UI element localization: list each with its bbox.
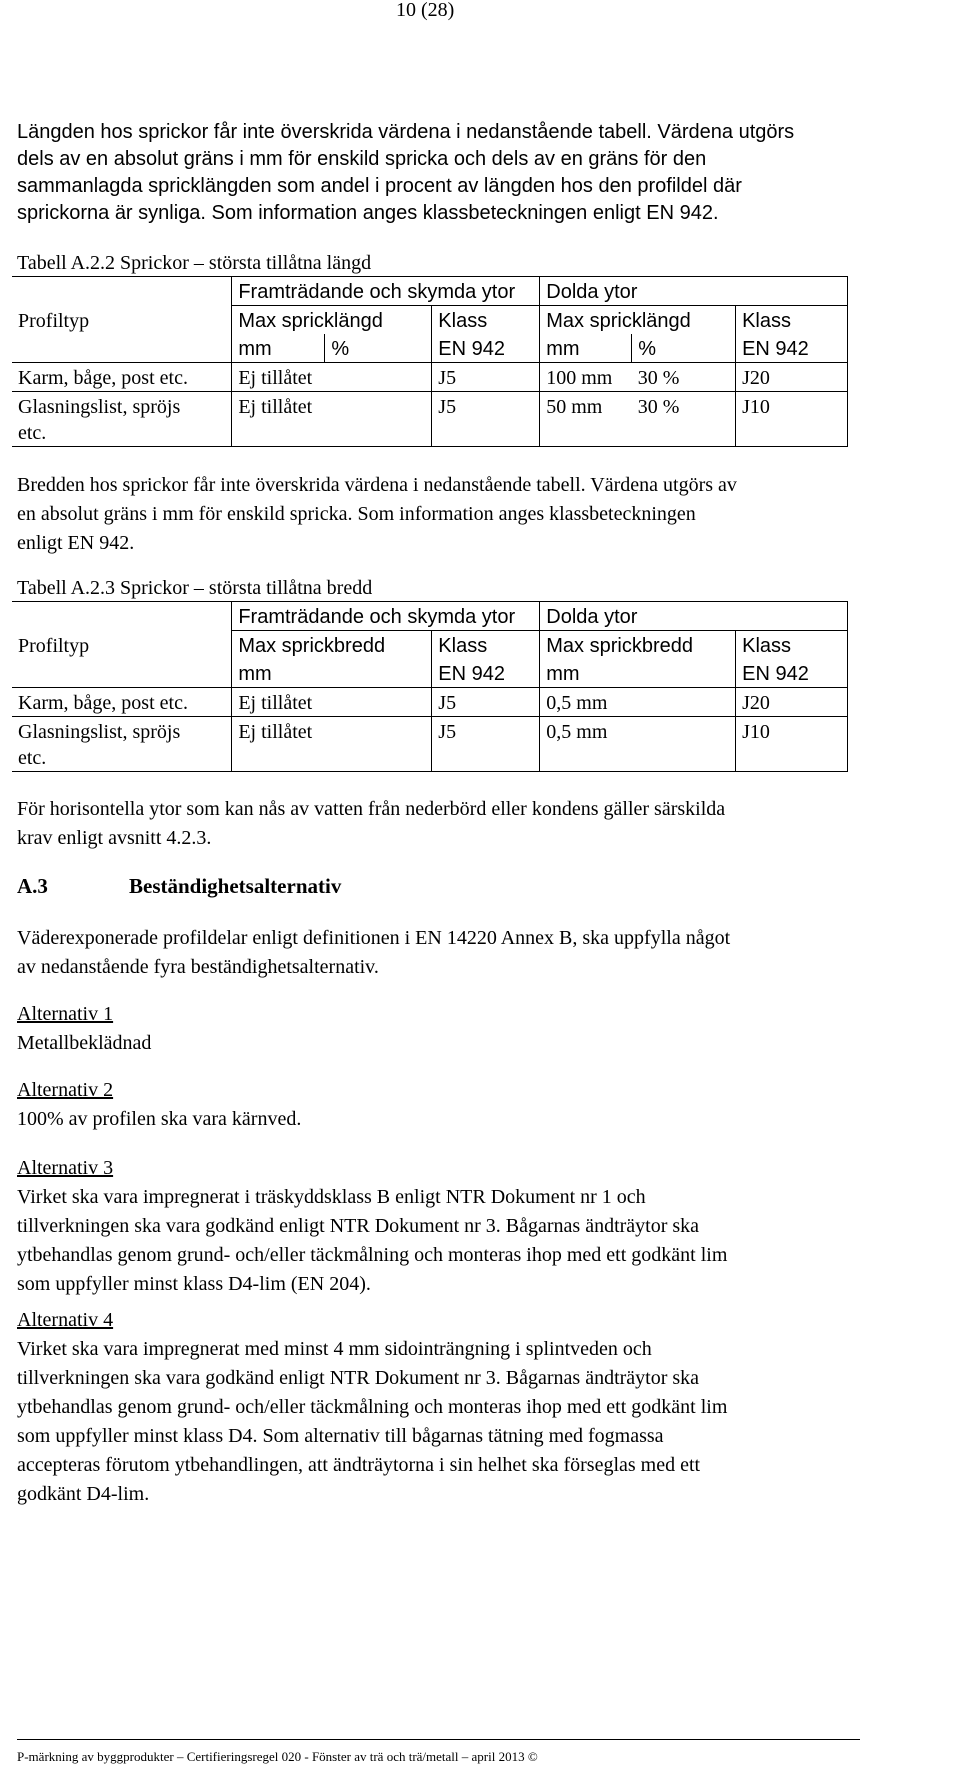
intro-line: dels av en absolut gräns i mm för enskild spricka och dels av en gräns för den: [17, 148, 707, 170]
unit-mm: mm: [540, 659, 736, 688]
section-heading: [17, 872, 342, 901]
alternative-2: Alternativ 2 100% av profilen ska vara kärnved.: [17, 1076, 301, 1134]
table2-caption: Tabell A.2.3 Sprickor – största tillåtna bredd: [17, 577, 373, 599]
alternative-heading: Alternativ 3: [17, 1157, 114, 1179]
hidden-mm: 0,5 mm: [540, 717, 736, 772]
en942-label: EN 942: [736, 334, 848, 363]
page-number: 10 (28): [396, 0, 455, 21]
profil-cell: Karm, båge, post etc.: [12, 688, 232, 717]
visible-value: Ej tillåtet: [232, 688, 432, 717]
en942-label: EN 942: [432, 659, 540, 688]
section-number: A.3: [17, 874, 48, 898]
hidden-klass: J20: [736, 363, 848, 392]
visible-klass: J5: [432, 363, 540, 392]
intro-line: sammanlagda spricklängden som andel i procent av längden hos den profildel där: [17, 175, 742, 197]
hidden-pct: 30 %: [632, 392, 736, 447]
unit-mm: mm: [232, 659, 432, 688]
max-length-label: Max spricklängd: [232, 306, 432, 335]
visible-surfaces-header: Framträdande och skymda ytor: [232, 277, 540, 306]
visible-klass: J5: [432, 392, 540, 447]
profiltyp-label: Profiltyp: [12, 631, 232, 660]
hidden-surfaces-header: Dolda ytor: [540, 277, 848, 306]
crack-width-table: [12, 601, 848, 772]
alternative-1: Alternativ 1 Metallbeklädnad: [17, 1000, 151, 1058]
unit-percent: %: [325, 334, 432, 363]
visible-value: Ej tillåtet: [232, 363, 432, 392]
en942-label: EN 942: [736, 659, 848, 688]
unit-percent: %: [632, 334, 736, 363]
intro-line: sprickorna är synliga. Som information anges klassbeteckningen enligt EN 942.: [17, 202, 719, 224]
table-row: [12, 363, 848, 392]
intro-line: Längden hos sprickor får inte överskrida värdena i nedanstående tabell. Värdena utgörs: [17, 121, 795, 143]
alternative-heading: Alternativ 1: [17, 1003, 114, 1025]
hidden-klass: J20: [736, 688, 848, 717]
visible-klass: J5: [432, 717, 540, 772]
visible-value: Ej tillåtet: [232, 717, 432, 772]
profiltyp-label: Profiltyp: [12, 306, 232, 335]
profiltyp-empty: [12, 334, 232, 363]
hidden-pct: 30 %: [632, 363, 736, 392]
section-intro: Väderexponerade profildelar enligt definitionen i EN 14220 Annex B, ska uppfylla något av nedanstående fyra beständighetsalternativ.: [17, 927, 731, 978]
unit-mm: mm: [232, 334, 325, 363]
hidden-surfaces-header: Dolda ytor: [540, 602, 848, 631]
hidden-klass: J10: [736, 717, 848, 772]
klass-label: Klass: [736, 631, 848, 660]
klass-label: Klass: [432, 306, 540, 335]
table-row: [12, 717, 848, 772]
profil-cell: Glasningslist, spröjs etc.: [12, 392, 232, 447]
visible-surfaces-header: Framträdande och skymda ytor: [232, 602, 540, 631]
max-length-label: Max spricklängd: [540, 306, 736, 335]
intro-paragraph: [17, 119, 794, 227]
intro-info: Som information anges klassbeteckningen enligt EN 942.: [211, 202, 719, 224]
alternative-4: Alternativ 4 Virket ska vara impregnerat med minst 4 mm sidointrängning i splintveden och tillverkningen ska vara godkänd enligt NTR Dokument nr 3. Bågarnas ändträytor ska ytbehandlas genom grund- och/eller täckmålning och monteras ihop med ett godkänt lim som uppfyller minst klass D4. Som alternativ till bågarnas tätning med fogmassa accepteras förutom ytbehandlingen, att ändträytorna i sin helhet ska förseglas med ett godkänt D4-lim.: [17, 1306, 727, 1509]
section-title: Beständighetsalternativ: [129, 874, 342, 898]
alternative-heading: Alternativ 4: [17, 1309, 114, 1331]
hidden-mm: 50 mm: [540, 392, 632, 447]
max-width-label: Max sprickbredd: [540, 631, 736, 660]
profil-cell: Karm, båge, post etc.: [12, 363, 232, 392]
footer-rule: [17, 1739, 860, 1740]
visible-klass: J5: [432, 688, 540, 717]
profiltyp-header-cell: [12, 277, 232, 306]
profil-cell: Glasningslist, spröjs etc.: [12, 717, 232, 772]
horizontal-paragraph: För horisontella ytor som kan nås av vatten från nederbörd eller kondens gäller särskilda krav enligt avsnitt 4.2.3.: [17, 798, 726, 849]
footer-text: P-märkning av byggprodukter – Certifieringsregel 020 - Fönster av trä och trä/metall – april 2013 ©: [17, 1749, 538, 1764]
table1-caption: Tabell A.2.2 Sprickor – största tillåtna längd: [17, 252, 372, 274]
hidden-klass: J10: [736, 392, 848, 447]
alternative-3: Alternativ 3 Virket ska vara impregnerat i träskyddsklass B enligt NTR Dokument nr 1 och tillverkningen ska vara godkänd enligt NTR Dokument nr 3. Bågarnas ändträytor ska ytbehandlas genom grund- och/eller täckmålning och monteras ihop med ett godkänt lim som uppfyller minst klass D4-lim (EN 204).: [17, 1154, 727, 1299]
profiltyp-header-cell: [12, 602, 232, 631]
crack-length-table: [12, 276, 848, 447]
klass-label: Klass: [432, 631, 540, 660]
unit-mm: mm: [540, 334, 632, 363]
hidden-mm: 0,5 mm: [540, 688, 736, 717]
width-paragraph: Bredden hos sprickor får inte överskrida värdena i nedanstående tabell. Värdena utgörs av en absolut gräns i mm för enskild spricka. Som information anges klassbeteckningen enligt EN 942.: [17, 474, 737, 554]
visible-value: Ej tillåtet: [232, 392, 432, 447]
table-row: [12, 688, 848, 717]
hidden-mm: 100 mm: [540, 363, 632, 392]
max-width-label: Max sprickbredd: [232, 631, 432, 660]
en942-label: EN 942: [432, 334, 540, 363]
klass-label: Klass: [736, 306, 848, 335]
table-row: [12, 392, 848, 447]
profiltyp-empty: [12, 659, 232, 688]
alternative-heading: Alternativ 2: [17, 1079, 114, 1101]
